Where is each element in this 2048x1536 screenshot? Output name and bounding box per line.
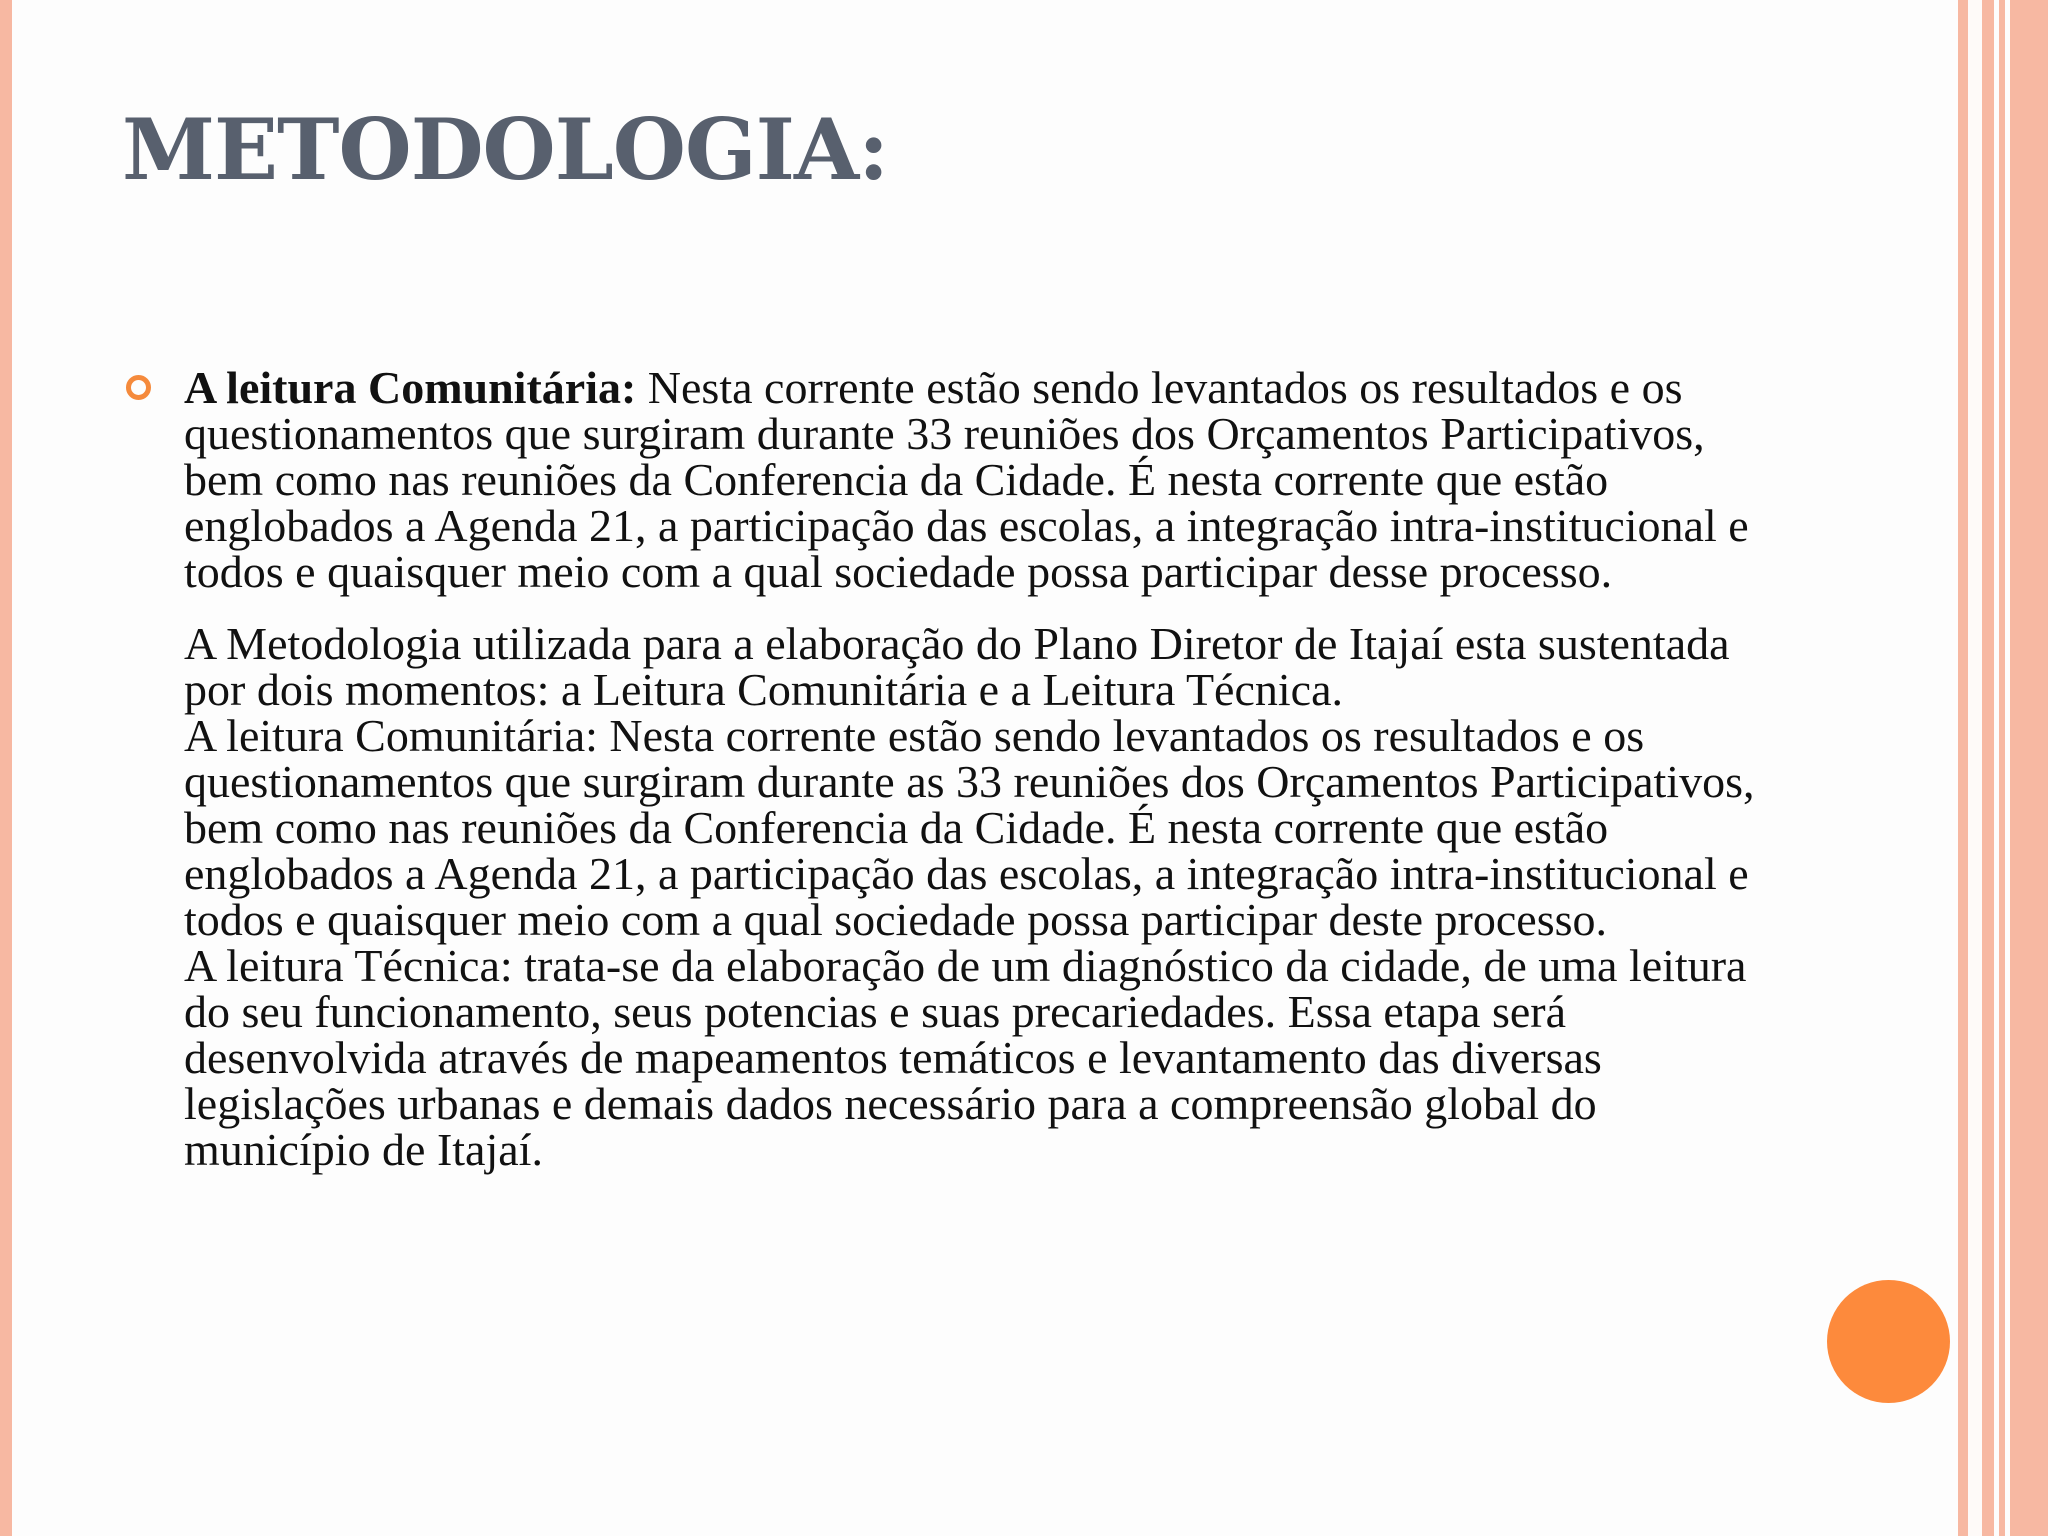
right-border-gap [1968,0,1982,1536]
bullet-lead: A leitura Comunitária: [184,362,637,413]
slide-body [184,362,1764,1175]
body-paragraph: A leitura Comunitária: Nesta corrente estão sendo levantados os resultados e os questionamentos que surgiram durante as 33 reuniões dos Orçamentos Participativos, bem como nas reuniões da Conferencia da Cidade. É nesta corrente que estão englobados a Agenda 21, a participação das escolas, a integração intra-institucional e todos e quaisquer meio com a qual sociedade possa participar deste processo. [184,710,1755,945]
bullet-circle-icon [126,375,151,400]
left-border-stripe [0,0,12,1536]
bullet-lead-text: Nesta corrente estão sendo levantados os resultados e os questionamentos que surgiram durante 33 reuniões dos Orçamentos Participativos, bem como nas reuniões da Conferencia da Cidade. É nesta corrente que estão englobados a Agenda 21, a participação das escolas, a integração intra-institucional e todos e quaisquer meio com a qual sociedade possa participar desse processo. [184,362,1749,597]
slide-title: METODOLOGIA: [122,100,889,199]
bullet-paragraph [184,362,1764,597]
right-border-stripe [1999,0,2005,1536]
decorative-circle [1827,1280,1950,1403]
body-paragraph: A leitura Técnica: trata-se da elaboração de um diagnóstico da cidade, de uma leitura do seu funcionamento, seus potencias e suas precariedades. Essa etapa será desenvolvida através de mapeamentos temáticos e levantamento das diversas legislações urbanas e demais dados necessário para a compreensão global do município de Itajaí. [184,940,1747,1175]
right-border-stripe [2010,0,2048,1536]
right-border-stripe [1982,0,1994,1536]
right-border-stripe [1958,0,1968,1536]
body-paragraph: A Metodologia utilizada para a elaboração do Plano Diretor de Itajaí esta sustentada por dois momentos: a Leitura Comunitária e a Leitura Técnica. [184,618,1730,715]
